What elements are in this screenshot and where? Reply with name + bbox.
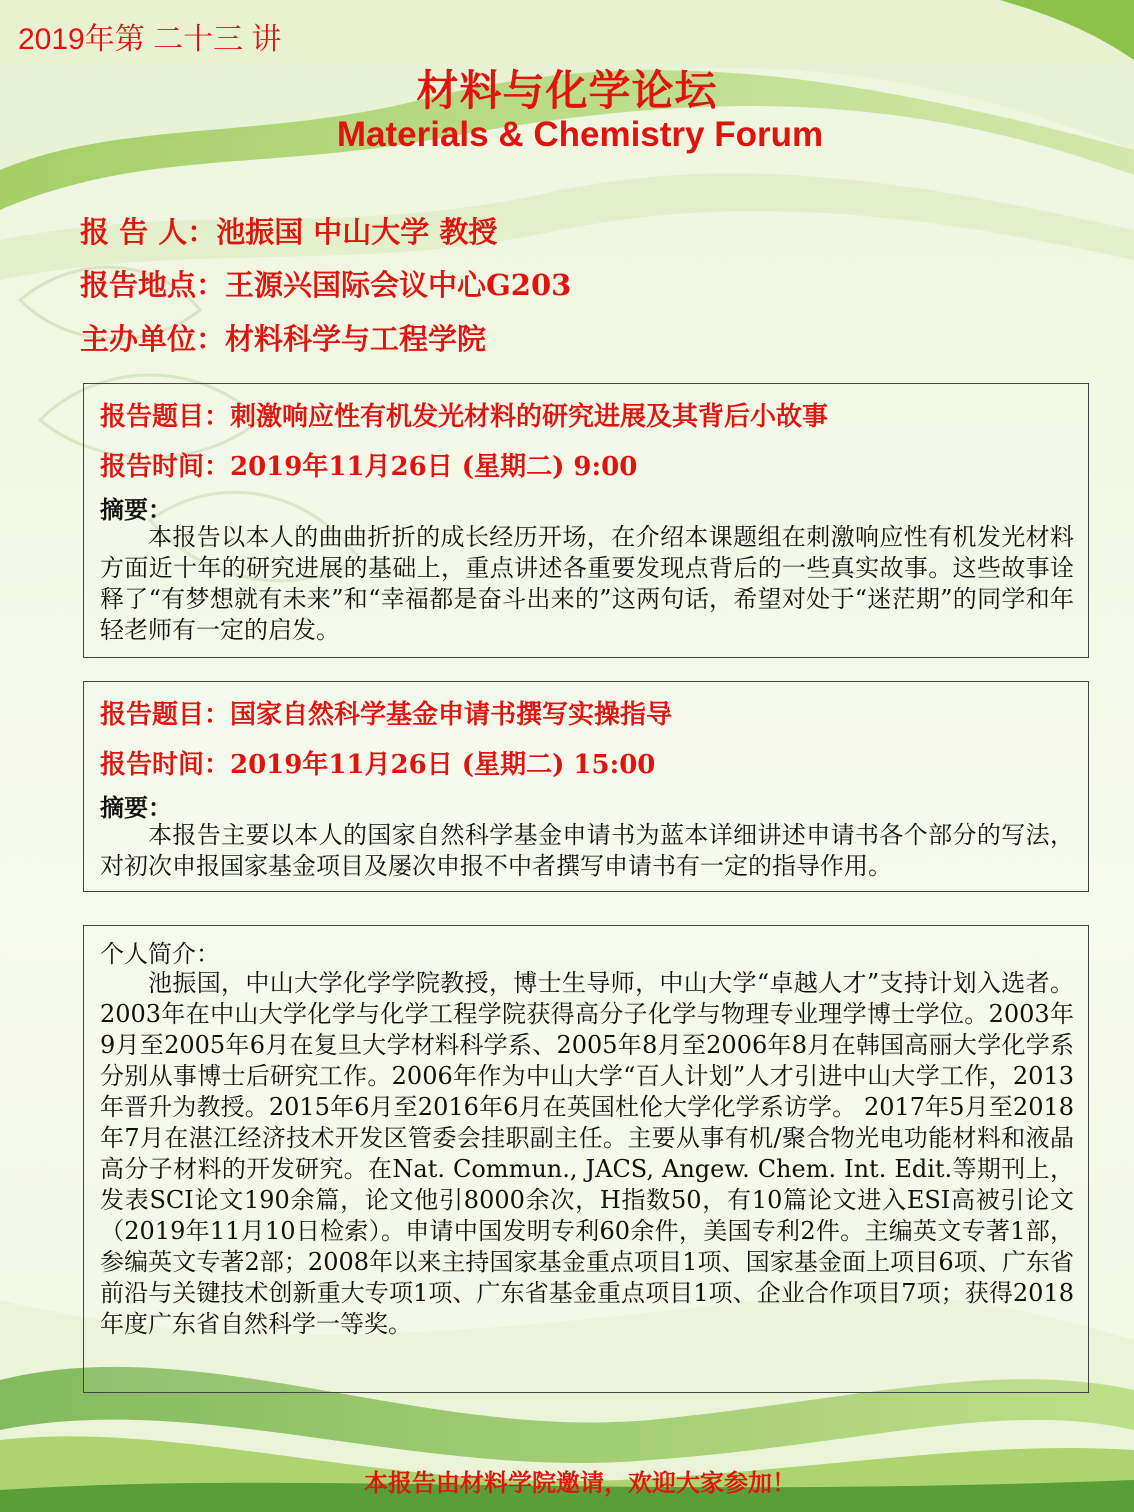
- talk2-abstract-label: 摘要：: [100, 793, 172, 822]
- talk2-topic: 报告题目：国家自然科学基金申请书撰写实操指导: [100, 700, 673, 730]
- talk1-time: 报告时间：2019年11月26日 (星期二) 9:00: [100, 452, 638, 482]
- talk1-topic: 报告题目：刺激响应性有机发光材料的研究进展及其背后小故事: [100, 402, 829, 432]
- bio-box: [83, 925, 1089, 1393]
- talk1-abstract-label: 摘要：: [100, 495, 172, 524]
- bio-label: 个人简介：: [100, 940, 220, 968]
- talk1-box: [83, 383, 1089, 658]
- organizer-line: 主办单位：材料科学与工程学院: [80, 322, 487, 356]
- forum-title-en: Materials & Chemistry Forum: [336, 115, 824, 154]
- talk2-abstract: 本报告主要以本人的国家自然科学基金申请书为蓝本详细讲述申请书各个部分的写法，对初次申报国家基金项目及屡次申报不中者撰写申请书有一定的指导作用。: [100, 821, 1074, 880]
- invitation-footer: 本报告由材料学院邀请，欢迎大家参加！: [364, 1469, 796, 1497]
- forum-title-cn: 材料与化学论坛: [416, 66, 718, 115]
- lecture-series-label: 2019年第 二十三 讲: [18, 23, 282, 56]
- bio-text: 池振国，中山大学化学学院教授，博士生导师，中山大学“卓越人才”支持计划入选者。2003年在中山大学化学与化学工程学院获得高分子化学与物理专业理学博士学位。2003年9月至2005年6月在复旦大学材料科学系、2005年8月至2006年8月在韩国高丽大学化学系分别从事博士后研究工作。2006年作为中山大学“百人计划”人才引进中山大学工作，2013年晋升为教授。2015年6月至2016年6月在英国杜伦大学化学系访学。 2017年5月至2018年7月在湛江经济技术开发区管委会挂职副主任。主要从事有机/聚合物光电功能材料和液晶高分子材料的开发研究。在Nat. Commun., JACS, Angew. Chem. Int. Edit.等期刊上，发表SCI论文190余篇，论文他引8000余次，H指数50，有10篇论文进入ESI高被引论文（2019年11月10日检索）。申请中国发明专利60余件，美国专利2件。主编英文专著1部，参编英文专著2部；2008年以来主持国家基金重点项目1项、国家基金面上项目6项、广东省前沿与关键技术创新重大专项1项、广东省基金重点项目1项、企业合作项目7项；获得2018年度广东省自然科学一等奖。: [100, 969, 1074, 1338]
- venue-line: 报告地点：王源兴国际会议中心G203: [80, 268, 572, 302]
- talk1-abstract: 本报告以本人的曲曲折折的成长经历开场，在介绍本课题组在刺激响应性有机发光材料方面近十年的研究进展的基础上，重点讲述各重要发现点背后的一些真实故事。这些故事诠释了“有梦想就有未来”和“幸福都是奋斗出来的”这两句话，希望对处于“迷茫期”的同学和年轻老师有一定的启发。: [100, 523, 1074, 644]
- talk2-time: 报告时间：2019年11月26日 (星期二) 15:00: [100, 750, 656, 780]
- talk2-box: [83, 681, 1089, 892]
- speaker-line: 报 告 人：池振国 中山大学 教授: [80, 215, 498, 249]
